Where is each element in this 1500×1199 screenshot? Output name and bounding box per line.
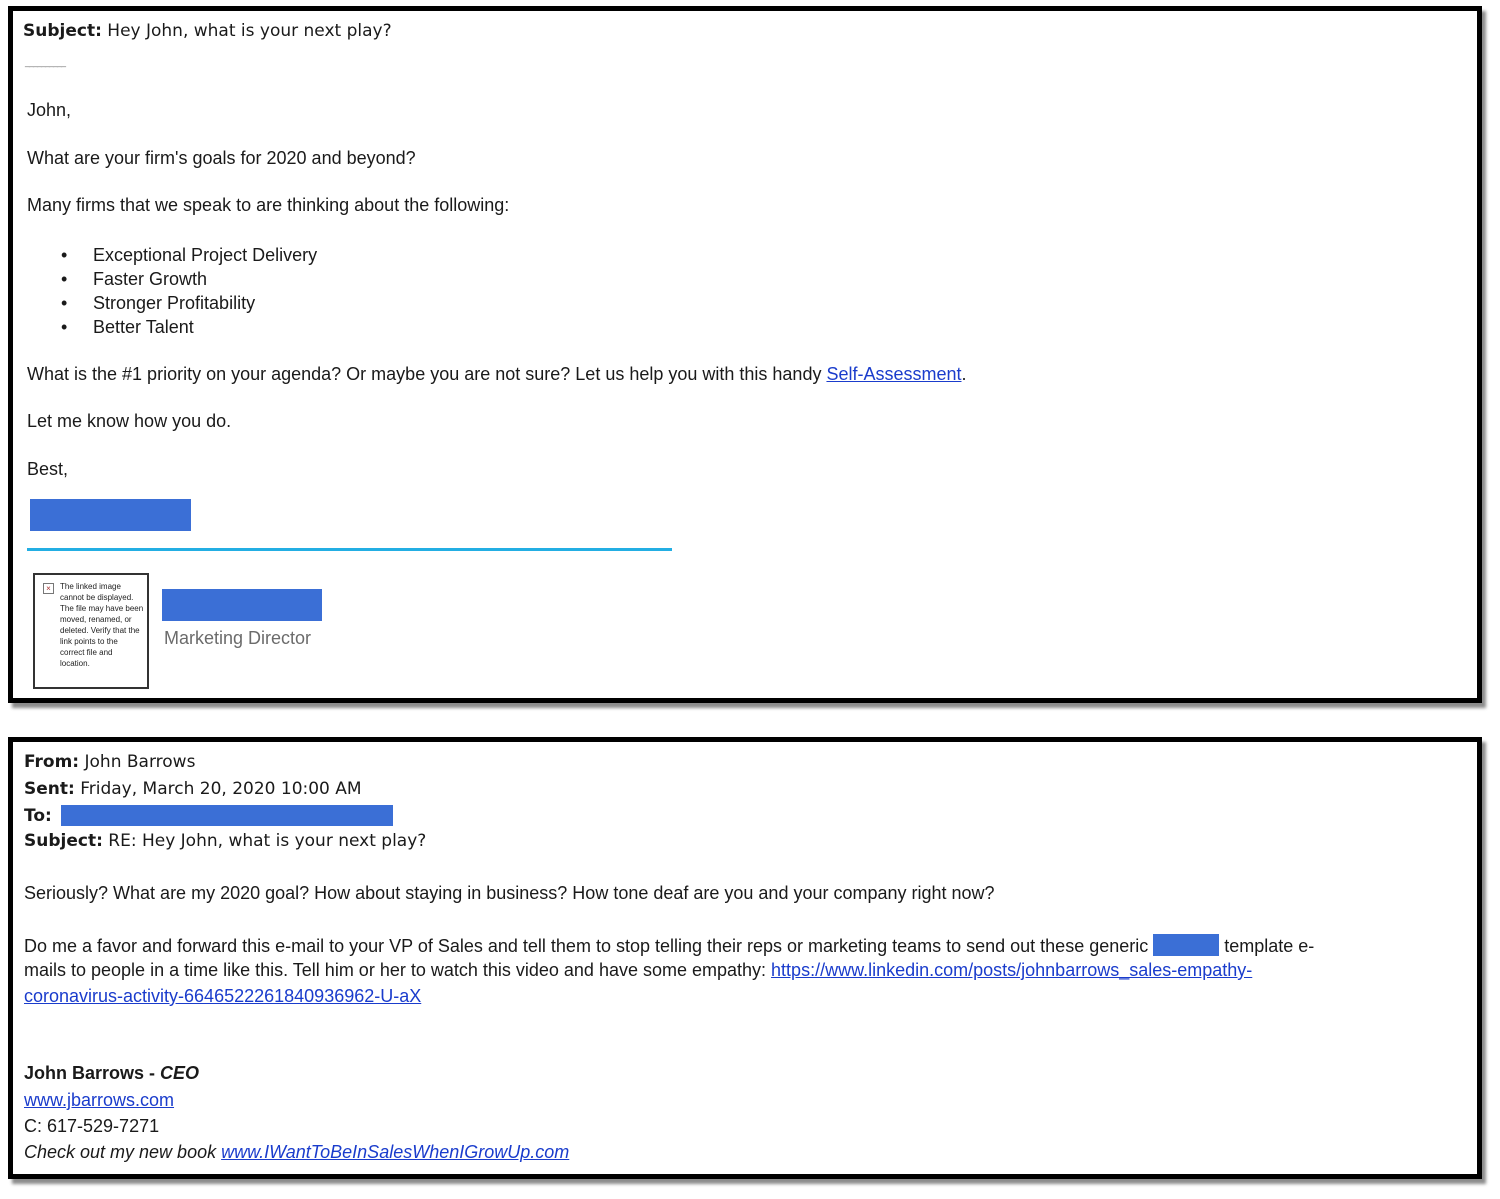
sig-role: CEO <box>160 1063 200 1083</box>
reply-paragraph-2-line-1 <box>24 934 1314 957</box>
sent-value: Friday, March 20, 2020 10:00 AM <box>80 779 362 799</box>
from-value: John Barrows <box>84 752 196 772</box>
sent-line <box>24 779 362 799</box>
redacted-recipient <box>61 805 393 826</box>
from-line <box>24 752 195 772</box>
reply-paragraph-2-mid: template e- <box>1219 936 1315 956</box>
broken-image-message: The linked image cannot be displayed. The file may have been moved, renamed, or deleted. Verify that the link points to the correct file and location. <box>60 582 144 668</box>
email-panel-original <box>8 6 1482 703</box>
paragraph-goals: What are your firm's goals for 2020 and beyond? <box>27 148 416 168</box>
book-link[interactable]: www.IWantToBeInSalesWhenIGrowUp.com <box>221 1142 570 1162</box>
list-item: • Exceptional Project Delivery <box>61 243 317 267</box>
reply-signature-book <box>24 1142 569 1163</box>
reply-paragraph-1: Seriously? What are my 2020 goal? How about staying in business? How tone deaf are you and your company right now? <box>24 883 995 903</box>
broken-image-placeholder <box>33 573 149 689</box>
email-panel-reply <box>8 737 1482 1179</box>
paragraph-priority-end: . <box>961 364 967 384</box>
reply-signature-website <box>24 1090 174 1111</box>
priorities-list <box>61 243 317 339</box>
signature-title: Marketing Director <box>164 628 312 648</box>
linkedin-video-link[interactable]: https://www.linkedin.com/posts/johnbarrows_sales-empathy- <box>771 960 1253 980</box>
separator: __________ <box>25 57 66 67</box>
redacted-sender-name <box>30 499 191 531</box>
to-label: To: <box>24 806 52 826</box>
subject-text: Hey John, what is your next play? <box>107 21 392 41</box>
website-link[interactable]: www.jbarrows.com <box>24 1090 175 1110</box>
to-line <box>24 806 52 826</box>
reply-paragraph-2-line-3 <box>24 986 421 1007</box>
paragraph-priority <box>27 364 967 385</box>
reply-paragraph-2-text: Do me a favor and forward this e-mail to your VP of Sales and tell them to stop telling their reps or marketing teams to send out these generic <box>24 936 1154 956</box>
subject-line <box>23 21 392 41</box>
subject-label: Subject: <box>23 21 102 41</box>
list-item: • Better Talent <box>61 315 317 339</box>
signature-divider <box>27 548 672 551</box>
reply-paragraph-2-line-2 <box>24 960 1252 981</box>
from-label: From: <box>24 752 80 772</box>
redacted-company-name <box>162 589 322 621</box>
list-item: • Faster Growth <box>61 267 317 291</box>
reply-signature-phone: C: 617-529-7271 <box>24 1116 160 1136</box>
book-promo-text: Check out my new book <box>24 1142 222 1162</box>
reply-subject-line <box>24 831 426 851</box>
greeting: John, <box>27 100 72 120</box>
sent-label: Sent: <box>24 779 75 799</box>
closing: Best, <box>27 459 69 479</box>
redacted-company-inline <box>1153 934 1219 956</box>
sig-name: John Barrows <box>24 1063 145 1083</box>
linkedin-video-link-continued[interactable]: coronavirus-activity-6646522261840936962-U-aX <box>24 986 422 1006</box>
paragraph-let-me-know: Let me know how you do. <box>27 411 232 431</box>
reply-signature-name <box>24 1063 199 1084</box>
reply-paragraph-2-line-2-text: mails to people in a time like this. Tell him or her to watch this video and have some empathy: <box>24 960 772 980</box>
self-assessment-link[interactable]: Self-Assessment <box>826 364 962 384</box>
list-item: • Stronger Profitability <box>61 291 317 315</box>
reply-subject-label: Subject: <box>24 831 103 851</box>
sig-dash: - <box>144 1063 161 1083</box>
paragraph-firms: Many firms that we speak to are thinking about the following: <box>27 195 510 215</box>
paragraph-priority-text: What is the #1 priority on your agenda? Or maybe you are not sure? Let us help you with this handy <box>27 364 827 384</box>
broken-image-icon: × <box>43 583 54 594</box>
reply-subject-text: RE: Hey John, what is your next play? <box>108 831 427 851</box>
